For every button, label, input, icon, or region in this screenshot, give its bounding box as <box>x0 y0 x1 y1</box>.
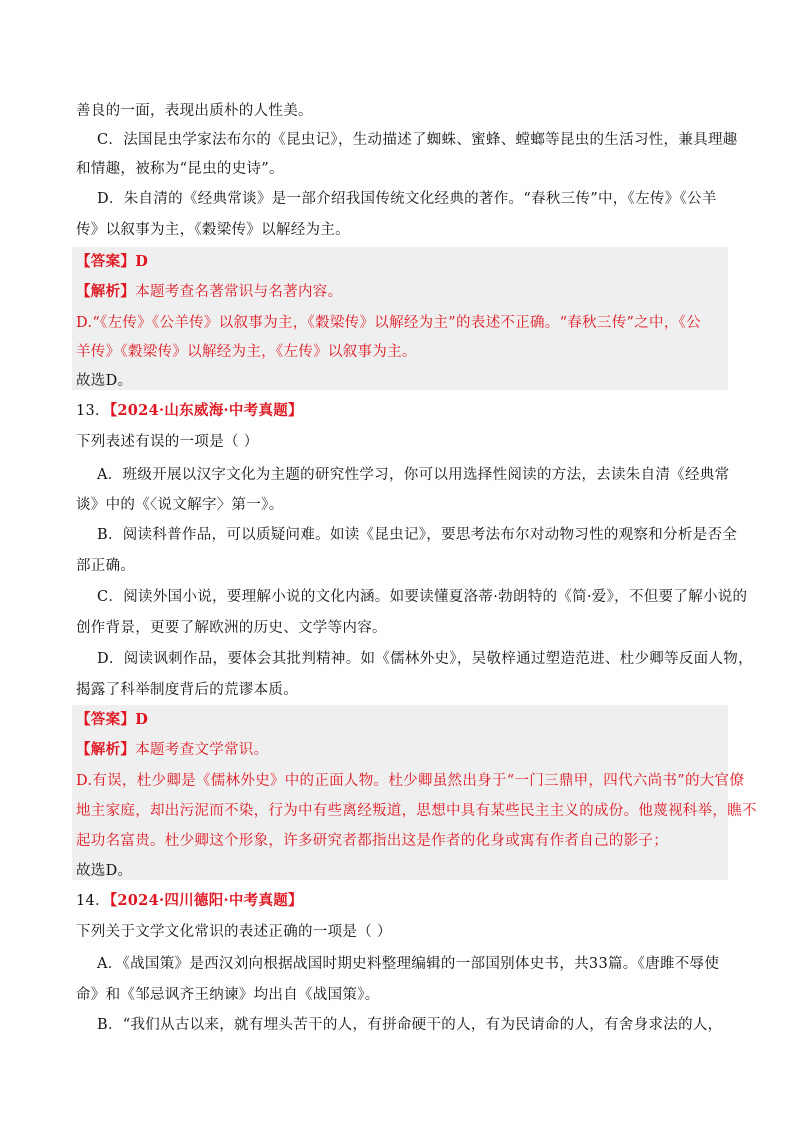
q14-header <box>76 891 726 911</box>
answer-value: D <box>135 711 149 728</box>
question-number: 13． <box>76 403 110 419</box>
q12-analysis-detail-line1: D.“《左传》《公羊传》以叙事为主，《穀梁传》以解经为主”的表述不正确。“春秋三传”之中，《公 <box>76 315 701 331</box>
q14-option-b-line1: B．“我们从古以来，就有埋头苦干的人，有拼命硬干的人，有为民请命的人，有舍身求法的人， <box>97 1017 723 1033</box>
q13-option-c-line2: 创作背景，更要了解欧洲的历史、文学等内容。 <box>76 620 387 636</box>
q12-option-c-line2: 和情趣，被称为“昆虫的史诗”。 <box>76 161 284 177</box>
q13-analysis-detail-line3: 起功名富贵。杜少卿这个形象，许多研究者都指出这是作者的化身或寓有作者自己的影子； <box>76 833 668 849</box>
question-number: 14． <box>76 893 110 909</box>
question-source-tag: 【2024·四川德阳·中考真题】 <box>109 892 303 909</box>
q13-analysis-detail-line1: D.有误，杜少卿是《儒林外史》中的正面人物。杜少卿虽然出身于“一门三鼎甲，四代六尚书”的大官僚 <box>76 773 745 789</box>
q14-option-a-line1: A．《战国策》是西汉刘向根据战国时期史料整理编辑的一部国别体史书，共33篇。《唐雎不辱使 <box>97 956 720 972</box>
q13-option-d-line2: 揭露了科举制度背后的荒谬本质。 <box>76 682 298 698</box>
question-source-tag: 【2024·山东威海·中考真题】 <box>109 402 303 419</box>
q13-option-b-line1: B．阅读科普作品，可以质疑问难。如读《昆虫记》，要思考法布尔对动物习性的观察和分析是否全 <box>97 527 738 543</box>
q13-answer <box>76 710 726 730</box>
q12-option-d-line2: 传》以叙事为主，《穀梁传》以解经为主。 <box>76 222 350 238</box>
q13-stem: 下列表述有误的一项是（ ） <box>76 434 259 450</box>
answer-value: D <box>135 253 149 270</box>
q14-stem: 下列关于文学文化常识的表述正确的一项是（ ） <box>76 924 392 940</box>
q13-header <box>76 401 726 421</box>
q12-analysis <box>76 282 726 302</box>
q12-option-c-line1: C．法国昆虫学家法布尔的《昆虫记》，生动描述了蜘蛛、蜜蜂、螳螂等昆虫的生活习性，兼具理趣 <box>97 132 738 148</box>
q12-option-b-tail: 善良的一面，表现出质朴的人性美。 <box>76 103 313 119</box>
q14-option-a-line2: 命》和《邹忌讽齐王纳谏》均出自《战国策》。 <box>76 987 380 1003</box>
answer-label: 【答案】 <box>76 253 136 270</box>
q12-analysis-detail-line2: 羊传》《穀梁传》以解经为主，《左传》以叙事为主。 <box>76 344 417 360</box>
analysis-label: 【解析】 <box>76 741 136 758</box>
q13-answer-box <box>72 705 757 880</box>
q13-option-a-line2: 谈》中的《〈说文解字〉第一》。 <box>76 497 284 513</box>
q13-option-a-line1: A．班级开展以汉字文化为主题的研究性学习，你可以用选择性阅读的方法，去读朱自清《经典常 <box>97 467 730 483</box>
analysis-label: 【解析】 <box>76 283 136 300</box>
analysis-text: 本题考查名著常识与名著内容。 <box>135 284 343 300</box>
q13-choose: 故选D。 <box>76 863 133 879</box>
q13-option-c-line1: C．阅读外国小说，要理解小说的文化内涵。如要读懂夏洛蒂·勃朗特的《简·爱》，不但要了解小说的 <box>97 589 748 605</box>
q12-answer <box>76 252 726 272</box>
q13-option-b-line2: 部正确。 <box>76 558 136 574</box>
q13-analysis-detail-line2: 地主家庭，却出污泥而不染，行为中有些离经叛道，思想中具有某些民主主义的成份。他蔑视科举，瞧不 <box>76 803 757 819</box>
analysis-text: 本题考查文学常识。 <box>135 742 269 758</box>
q12-option-d-line1: D．朱自清的《经典常谈》是一部介绍我国传统文化经典的著作。“春秋三传”中，《左传》《公羊 <box>97 191 717 207</box>
q13-analysis <box>76 740 726 760</box>
answer-label: 【答案】 <box>76 711 136 728</box>
q12-choose: 故选D。 <box>76 373 133 389</box>
q13-option-d-line1: D．阅读讽刺作品，要体会其批判精神。如《儒林外史》，吴敬梓通过塑造范进、杜少卿等反面人物， <box>97 651 753 667</box>
